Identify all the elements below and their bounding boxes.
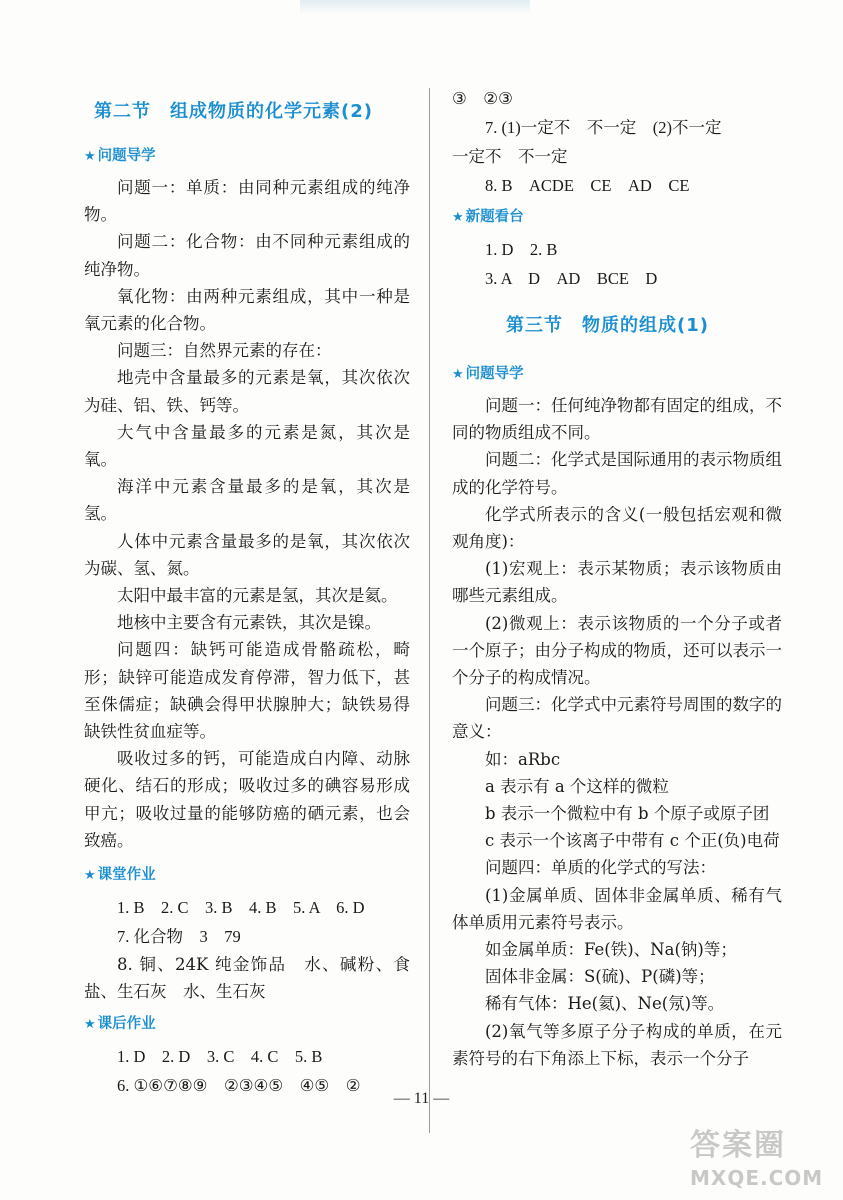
star-icon: ★ [452, 367, 464, 382]
answer-line: 8. B ACDE CE AD CE [485, 176, 690, 195]
star-icon: ★ [84, 1017, 96, 1033]
page-number: — 11 — [393, 1090, 450, 1107]
paragraph: 固体非金属：S(硫)、P(磷)等； [485, 967, 715, 987]
paragraph: 问题三：化学式中元素符号周围的数字的意义： [452, 695, 782, 742]
paragraph: 地核中主要含有元素铁，其次是镍。 [117, 613, 381, 633]
paragraph: 问题四：缺钙可能造成骨骼疏松，畸形；缺锌可能造成发育停滞，智力低下，甚至侏儒症；缺碘会得甲状腺肿大；缺铁易得缺铁性贫血症等。 [84, 640, 410, 742]
subheading-guide: ★ 问题导学 [452, 366, 524, 382]
paragraph: 问题一：单质：由同种元素组成的纯净物。 [84, 178, 410, 225]
left-column [84, 88, 410, 1100]
answer-line: 7. 化合物 3 79 [117, 927, 241, 947]
paragraph: c 表示一个该离子中带有 c 个正(负)电荷 [485, 831, 780, 851]
star-icon: ★ [84, 149, 96, 164]
paragraph: 稀有气体：He(氦)、Ne(氖)等。 [485, 994, 725, 1014]
paragraph: (1)宏观上：表示某物质；表示该物质由哪些元素组成。 [452, 559, 782, 606]
paragraph: a 表示有 a 个这样的微粒 [485, 776, 669, 796]
subheading-classwork: ★ 课堂作业 [84, 867, 156, 884]
star-icon: ★ [84, 868, 96, 884]
paragraph: 问题四：单质的化学式的写法： [485, 858, 716, 878]
answer-line: 6. ①⑥⑦⑧⑨ ②③④⑤ ④⑤ ② [117, 1076, 361, 1096]
section-title: 第二节 组成物质的化学元素(2) [94, 101, 373, 122]
paragraph: 问题二：化合物：由不同种元素组成的纯净物。 [84, 232, 410, 279]
paragraph: 人体中元素含量最多的是氧，其次依次为碳、氢、氮。 [84, 531, 410, 578]
paragraph: (2)微观上：表示该物质的一个分子或者一个原子；由分子构成的物质，还可以表示一个分子的构成情况。 [452, 613, 782, 688]
subheading-homework: ★ 课后作业 [84, 1016, 156, 1033]
scan-smudge [300, 0, 530, 14]
paragraph: 大气中含量最多的元素是氮，其次是氧。 [84, 422, 410, 470]
answer-line: 3. A D AD BCE D [485, 269, 658, 288]
paragraph: 吸收过多的钙，可能造成白内障、动脉硬化、结石的形成；吸收过多的碘容易形成甲亢；吸收过量的能够防癌的硒元素，也会致癌。 [84, 749, 410, 850]
paragraph: 海洋中元素含量最多的是氧，其次是氢。 [84, 477, 410, 524]
paragraph: 问题一：任何纯净物都有固定的组成，不同的物质组成不同。 [452, 396, 782, 443]
section-title: 第三节 物质的组成(1) [506, 315, 709, 336]
paragraph: b 表示一个微粒中有 b 个原子或原子团 [485, 804, 770, 824]
answer-line: 一定不 不一定 [452, 147, 568, 166]
answer-line: ③ ②③ [452, 89, 513, 108]
paragraph: 太阳中最丰富的元素是氢，其次是氦。 [117, 586, 398, 606]
formula-example: 如：aRbc [485, 749, 561, 769]
paragraph: 如金属单质：Fe(铁)、Na(钠)等； [485, 940, 737, 960]
answer-line: 7. (1)一定不 不一定 (2)不一定 [485, 118, 722, 137]
paragraph: 氧化物：由两种元素组成，其中一种是氧元素的化合物。 [84, 286, 410, 334]
answer-line: 1. B 2. C 3. B 4. B 5. A 6. D [117, 898, 365, 918]
subheading-new: ★ 新题看台 [452, 209, 524, 225]
answer-line: 1. D 2. D 3. C 4. C 5. B [117, 1047, 323, 1067]
star-icon: ★ [452, 210, 464, 225]
paragraph: 化学式所表示的含义(一般包括宏观和微观角度)： [452, 504, 782, 552]
subheading-guide: ★ 问题导学 [84, 148, 156, 164]
answer-line: 8. 铜、24K 纯金饰品 水、碱粉、食盐、生石灰 水、生石灰 [84, 955, 410, 1002]
paragraph: 地壳中含量最多的元素是氧，其次依次为硅、铝、铁、钙等。 [84, 368, 410, 415]
right-column [452, 84, 782, 1072]
watermark-logo: 答案圈 MXQE.COM [690, 1128, 824, 1190]
column-divider [429, 88, 430, 1133]
paragraph: 问题三：自然界元素的存在： [117, 341, 332, 361]
answer-line: 1. D 2. B [485, 240, 558, 259]
paragraph: 问题二：化学式是国际通用的表示物质组成的化学符号。 [452, 450, 782, 497]
paragraph: (2)氧气等多原子分子构成的单质，在元素符号的右下角添上下标，表示一个分子 [452, 1021, 782, 1068]
paragraph: (1)金属单质、固体非金属单质、稀有气体单质用元素符号表示。 [452, 885, 782, 932]
